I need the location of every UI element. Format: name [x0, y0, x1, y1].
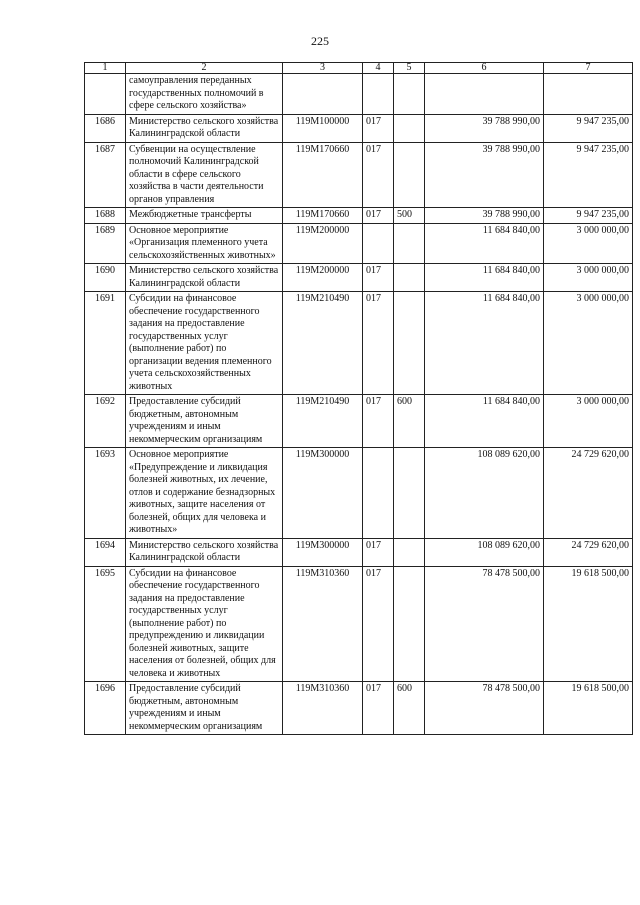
- expense-type-code: [394, 223, 425, 264]
- amount-col6: 11 684 840,00: [425, 223, 544, 264]
- row-number: 1688: [85, 208, 126, 224]
- expense-type-code: [394, 448, 425, 539]
- target-code: 119М200000: [283, 223, 363, 264]
- page-number: 225: [311, 34, 329, 48]
- item-name: Основное мероприятие «Организация племенного учета сельскохозяйственных животных»: [126, 223, 283, 264]
- item-name: Министерство сельского хозяйства Калининградской области: [126, 264, 283, 292]
- amount-col7: 19 618 500,00: [544, 566, 633, 682]
- row-number: 1695: [85, 566, 126, 682]
- column-header: 5: [394, 63, 425, 74]
- ministry-code: 017: [363, 292, 394, 395]
- item-name: Предоставление субсидий бюджетным, автономным учреждениям и иным некоммерческим организациям: [126, 395, 283, 448]
- amount-col7: 3 000 000,00: [544, 395, 633, 448]
- table-row: [85, 538, 633, 566]
- row-number: 1696: [85, 682, 126, 735]
- table-row: [85, 264, 633, 292]
- item-name: Субсидии на финансовое обеспечение государственного задания на предоставление государственных услуг (выполнение работ) по предупреждению и ликвидации болезней животных, защите населения от болезней, общих для человека и животных: [126, 566, 283, 682]
- expense-type-code: [394, 566, 425, 682]
- ministry-code: 017: [363, 208, 394, 224]
- amount-col7: 3 000 000,00: [544, 264, 633, 292]
- target-code: 119М310360: [283, 682, 363, 735]
- table-row: [85, 74, 633, 115]
- item-name: Министерство сельского хозяйства Калининградской области: [126, 538, 283, 566]
- expense-type-code: [394, 538, 425, 566]
- amount-col7: 9 947 235,00: [544, 142, 633, 208]
- table-row: [85, 566, 633, 682]
- amount-col7: 9 947 235,00: [544, 114, 633, 142]
- row-number: 1690: [85, 264, 126, 292]
- item-name: самоуправления переданных государственных полномочий в сфере сельского хозяйства»: [126, 74, 283, 115]
- expense-type-code: [394, 264, 425, 292]
- target-code: 119М200000: [283, 264, 363, 292]
- target-code: 119М210490: [283, 292, 363, 395]
- ministry-code: 017: [363, 142, 394, 208]
- column-header: 7: [544, 63, 633, 74]
- ministry-code: 017: [363, 566, 394, 682]
- amount-col6: 11 684 840,00: [425, 292, 544, 395]
- item-name: Предоставление субсидий бюджетным, автономным учреждениям и иным некоммерческим организациям: [126, 682, 283, 735]
- budget-table: [84, 62, 633, 735]
- row-number: 1686: [85, 114, 126, 142]
- ministry-code: 017: [363, 395, 394, 448]
- item-name: Основное мероприятие «Предупреждение и ликвидация болезней животных, их лечение, отлов и содержание безнадзорных животных, защите населения от болезней, общих для человека и животных»: [126, 448, 283, 539]
- table-row: [85, 142, 633, 208]
- expense-type-code: [394, 74, 425, 115]
- column-header: 6: [425, 63, 544, 74]
- row-number: [85, 74, 126, 115]
- column-header: 3: [283, 63, 363, 74]
- amount-col6: 39 788 990,00: [425, 114, 544, 142]
- ministry-code: 017: [363, 682, 394, 735]
- table-row: [85, 223, 633, 264]
- amount-col7: 3 000 000,00: [544, 292, 633, 395]
- expense-type-code: 500: [394, 208, 425, 224]
- target-code: 119М300000: [283, 538, 363, 566]
- amount-col6: 78 478 500,00: [425, 682, 544, 735]
- amount-col6: 11 684 840,00: [425, 395, 544, 448]
- row-number: 1692: [85, 395, 126, 448]
- table-row: [85, 292, 633, 395]
- item-name: Министерство сельского хозяйства Калининградской области: [126, 114, 283, 142]
- expense-type-code: [394, 292, 425, 395]
- amount-col6: 78 478 500,00: [425, 566, 544, 682]
- amount-col7: 9 947 235,00: [544, 208, 633, 224]
- item-name: Субсидии на финансовое обеспечение государственного задания на предоставление государственных услуг (выполнение работ) по организации ведения племенного учета сельскохозяйственных животных: [126, 292, 283, 395]
- amount-col7: 19 618 500,00: [544, 682, 633, 735]
- amount-col7: 24 729 620,00: [544, 538, 633, 566]
- amount-col6: 39 788 990,00: [425, 208, 544, 224]
- table-row: [85, 114, 633, 142]
- row-number: 1691: [85, 292, 126, 395]
- target-code: 119М310360: [283, 566, 363, 682]
- expense-type-code: 600: [394, 395, 425, 448]
- expense-type-code: [394, 142, 425, 208]
- amount-col7: 3 000 000,00: [544, 223, 633, 264]
- table-row: [85, 682, 633, 735]
- amount-col7: [544, 74, 633, 115]
- ministry-code: 017: [363, 264, 394, 292]
- ministry-code: [363, 223, 394, 264]
- table-body: [85, 74, 633, 735]
- item-name: Субвенции на осуществление полномочий Калининградской области в сфере сельского хозяйства в части деятельности органов управления: [126, 142, 283, 208]
- ministry-code: 017: [363, 538, 394, 566]
- ministry-code: [363, 448, 394, 539]
- row-number: 1687: [85, 142, 126, 208]
- amount-col6: [425, 74, 544, 115]
- ministry-code: [363, 74, 394, 115]
- amount-col6: 108 089 620,00: [425, 448, 544, 539]
- target-code: 119М170660: [283, 208, 363, 224]
- column-header: 2: [126, 63, 283, 74]
- expense-type-code: [394, 114, 425, 142]
- target-code: 119М100000: [283, 114, 363, 142]
- amount-col6: 11 684 840,00: [425, 264, 544, 292]
- target-code: 119М170660: [283, 142, 363, 208]
- header-row: [85, 63, 633, 74]
- ministry-code: 017: [363, 114, 394, 142]
- target-code: 119М210490: [283, 395, 363, 448]
- target-code: 119М300000: [283, 448, 363, 539]
- row-number: 1694: [85, 538, 126, 566]
- target-code: [283, 74, 363, 115]
- table-row: [85, 208, 633, 224]
- table-row: [85, 395, 633, 448]
- amount-col6: 39 788 990,00: [425, 142, 544, 208]
- expense-type-code: 600: [394, 682, 425, 735]
- row-number: 1689: [85, 223, 126, 264]
- column-header: 4: [363, 63, 394, 74]
- table-row: [85, 448, 633, 539]
- item-name: Межбюджетные трансферты: [126, 208, 283, 224]
- row-number: 1693: [85, 448, 126, 539]
- amount-col6: 108 089 620,00: [425, 538, 544, 566]
- column-header: 1: [85, 63, 126, 74]
- amount-col7: 24 729 620,00: [544, 448, 633, 539]
